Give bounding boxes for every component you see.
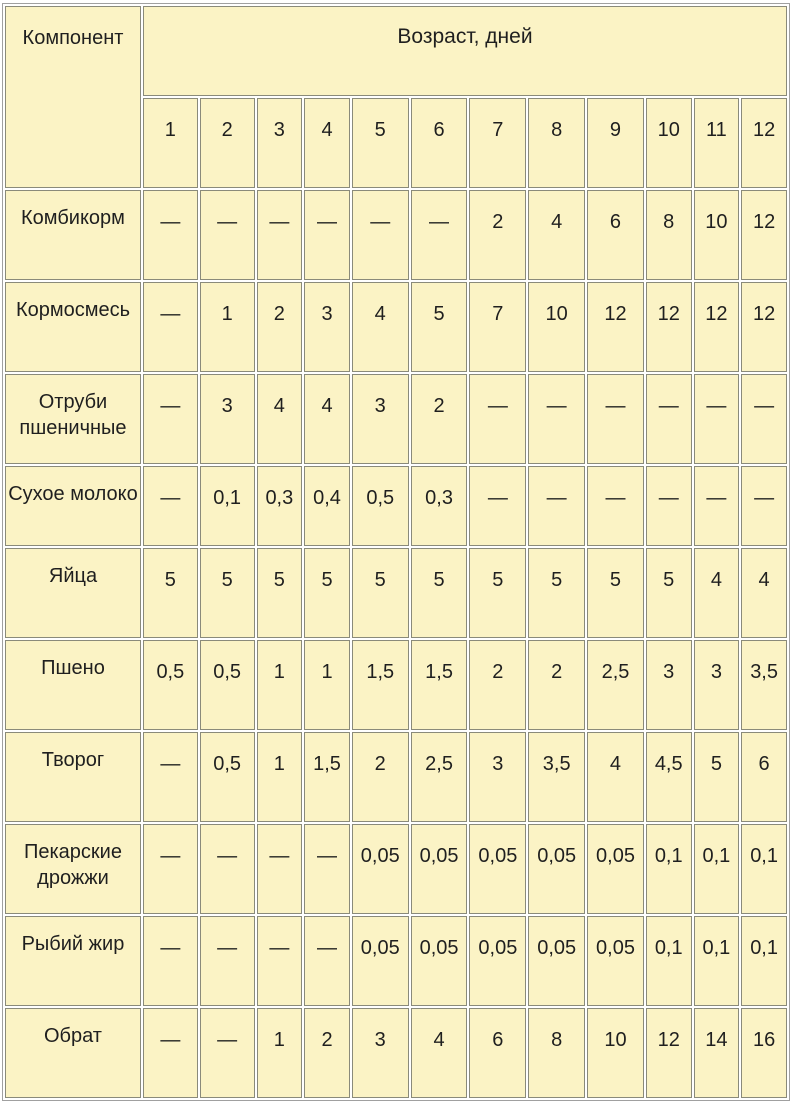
value-cell: 4 bbox=[741, 548, 787, 638]
value-cell: — bbox=[257, 824, 303, 914]
value-cell: — bbox=[411, 190, 468, 280]
value-cell: 10 bbox=[694, 190, 740, 280]
value-cell: 2,5 bbox=[411, 732, 468, 822]
value-cell: 0,5 bbox=[200, 640, 255, 730]
value-cell: 2 bbox=[469, 640, 526, 730]
value-cell: — bbox=[143, 374, 198, 464]
value-cell: 0,05 bbox=[411, 916, 468, 1006]
table-row bbox=[5, 374, 787, 464]
day-header-cell: 10 bbox=[646, 98, 692, 188]
day-header-cell: 5 bbox=[352, 98, 409, 188]
value-cell: 16 bbox=[741, 1008, 787, 1098]
component-name-cell: Отруби пшеничные bbox=[5, 374, 141, 464]
value-cell: 3 bbox=[694, 640, 740, 730]
value-cell: 0,1 bbox=[646, 824, 692, 914]
value-cell: 6 bbox=[469, 1008, 526, 1098]
value-cell: — bbox=[304, 190, 350, 280]
day-header-cell: 8 bbox=[528, 98, 585, 188]
value-cell: 0,3 bbox=[257, 466, 303, 546]
value-cell: — bbox=[741, 374, 787, 464]
value-cell: 3 bbox=[352, 1008, 409, 1098]
value-cell: — bbox=[304, 916, 350, 1006]
component-name-cell: Пшено bbox=[5, 640, 141, 730]
value-cell: 4 bbox=[352, 282, 409, 372]
value-cell: — bbox=[587, 374, 644, 464]
day-header-cell: 6 bbox=[411, 98, 468, 188]
value-cell: 0,5 bbox=[143, 640, 198, 730]
value-cell: 5 bbox=[411, 548, 468, 638]
value-cell: 6 bbox=[741, 732, 787, 822]
value-cell: 8 bbox=[646, 190, 692, 280]
value-cell: — bbox=[200, 190, 255, 280]
value-cell: — bbox=[143, 282, 198, 372]
value-cell: 12 bbox=[741, 282, 787, 372]
component-name-cell: Комбикорм bbox=[5, 190, 141, 280]
value-cell: 5 bbox=[304, 548, 350, 638]
value-cell: 0,05 bbox=[587, 824, 644, 914]
component-name-cell: Сухое молоко bbox=[5, 466, 141, 546]
value-cell: 0,5 bbox=[200, 732, 255, 822]
value-cell: — bbox=[143, 190, 198, 280]
value-cell: 0,1 bbox=[694, 824, 740, 914]
table-row bbox=[5, 190, 787, 280]
value-cell: 8 bbox=[528, 1008, 585, 1098]
value-cell: 1,5 bbox=[304, 732, 350, 822]
value-cell: 5 bbox=[587, 548, 644, 638]
value-cell: — bbox=[646, 374, 692, 464]
value-cell: — bbox=[200, 1008, 255, 1098]
value-cell: 0,05 bbox=[352, 916, 409, 1006]
component-header: Компонент bbox=[5, 6, 141, 188]
value-cell: — bbox=[469, 374, 526, 464]
value-cell: — bbox=[143, 1008, 198, 1098]
day-header-cell: 3 bbox=[257, 98, 303, 188]
value-cell: 2 bbox=[257, 282, 303, 372]
value-cell: 12 bbox=[646, 1008, 692, 1098]
component-name-cell: Обрат bbox=[5, 1008, 141, 1098]
value-cell: — bbox=[528, 466, 585, 546]
value-cell: — bbox=[143, 916, 198, 1006]
value-cell: 0,1 bbox=[741, 916, 787, 1006]
value-cell: 0,1 bbox=[694, 916, 740, 1006]
value-cell: 3 bbox=[469, 732, 526, 822]
age-header: Возраст, дней bbox=[143, 6, 787, 96]
component-name-cell: Рыбий жир bbox=[5, 916, 141, 1006]
value-cell: 0,5 bbox=[352, 466, 409, 546]
value-cell: 5 bbox=[257, 548, 303, 638]
value-cell: 3,5 bbox=[528, 732, 585, 822]
value-cell: 6 bbox=[587, 190, 644, 280]
value-cell: 4 bbox=[528, 190, 585, 280]
value-cell: 5 bbox=[411, 282, 468, 372]
value-cell: 4 bbox=[304, 374, 350, 464]
value-cell: 12 bbox=[741, 190, 787, 280]
table-row bbox=[5, 824, 787, 914]
table-row bbox=[5, 548, 787, 638]
day-header-cell: 1 bbox=[143, 98, 198, 188]
value-cell: 1 bbox=[257, 1008, 303, 1098]
day-header-cell: 12 bbox=[741, 98, 787, 188]
table-row bbox=[5, 1008, 787, 1098]
day-header-cell: 4 bbox=[304, 98, 350, 188]
component-name-cell: Яйца bbox=[5, 548, 141, 638]
value-cell: 1 bbox=[200, 282, 255, 372]
value-cell: 0,1 bbox=[200, 466, 255, 546]
value-cell: 5 bbox=[528, 548, 585, 638]
value-cell: 3 bbox=[352, 374, 409, 464]
value-cell: — bbox=[587, 466, 644, 546]
value-cell: 2 bbox=[304, 1008, 350, 1098]
value-cell: — bbox=[741, 466, 787, 546]
day-header-cell: 11 bbox=[694, 98, 740, 188]
value-cell: 3 bbox=[304, 282, 350, 372]
value-cell: 0,05 bbox=[352, 824, 409, 914]
value-cell: — bbox=[469, 466, 526, 546]
value-cell: 1 bbox=[257, 732, 303, 822]
value-cell: 2,5 bbox=[587, 640, 644, 730]
value-cell: 5 bbox=[694, 732, 740, 822]
value-cell: 5 bbox=[200, 548, 255, 638]
table-row bbox=[5, 282, 787, 372]
value-cell: 12 bbox=[646, 282, 692, 372]
value-cell: 0,3 bbox=[411, 466, 468, 546]
value-cell: 5 bbox=[469, 548, 526, 638]
value-cell: 5 bbox=[646, 548, 692, 638]
table-row bbox=[5, 732, 787, 822]
value-cell: 3 bbox=[646, 640, 692, 730]
value-cell: 10 bbox=[587, 1008, 644, 1098]
component-name-cell: Кормосмесь bbox=[5, 282, 141, 372]
value-cell: — bbox=[646, 466, 692, 546]
value-cell: 1,5 bbox=[411, 640, 468, 730]
day-header-cell: 9 bbox=[587, 98, 644, 188]
value-cell: — bbox=[257, 190, 303, 280]
value-cell: — bbox=[528, 374, 585, 464]
table-body bbox=[5, 190, 787, 1098]
value-cell: 0,1 bbox=[741, 824, 787, 914]
value-cell: 0,05 bbox=[528, 824, 585, 914]
value-cell: 1,5 bbox=[352, 640, 409, 730]
value-cell: — bbox=[143, 732, 198, 822]
value-cell: 4 bbox=[694, 548, 740, 638]
value-cell: 12 bbox=[587, 282, 644, 372]
value-cell: 0,05 bbox=[469, 824, 526, 914]
value-cell: 10 bbox=[528, 282, 585, 372]
value-cell: 3,5 bbox=[741, 640, 787, 730]
value-cell: 12 bbox=[694, 282, 740, 372]
value-cell: — bbox=[694, 466, 740, 546]
table-row bbox=[5, 466, 787, 546]
value-cell: 5 bbox=[143, 548, 198, 638]
value-cell: — bbox=[200, 824, 255, 914]
value-cell: 4,5 bbox=[646, 732, 692, 822]
value-cell: — bbox=[143, 824, 198, 914]
value-cell: — bbox=[200, 916, 255, 1006]
value-cell: 2 bbox=[528, 640, 585, 730]
value-cell: 4 bbox=[411, 1008, 468, 1098]
component-name-cell: Пекарские дрожжи bbox=[5, 824, 141, 914]
value-cell: 1 bbox=[304, 640, 350, 730]
value-cell: — bbox=[694, 374, 740, 464]
value-cell: 2 bbox=[469, 190, 526, 280]
value-cell: 0,05 bbox=[528, 916, 585, 1006]
value-cell: — bbox=[304, 824, 350, 914]
feed-table bbox=[2, 3, 790, 1101]
component-name-cell: Творог bbox=[5, 732, 141, 822]
value-cell: 2 bbox=[411, 374, 468, 464]
value-cell: — bbox=[352, 190, 409, 280]
value-cell: 1 bbox=[257, 640, 303, 730]
value-cell: 4 bbox=[257, 374, 303, 464]
value-cell: 0,05 bbox=[411, 824, 468, 914]
value-cell: 0,1 bbox=[646, 916, 692, 1006]
value-cell: — bbox=[143, 466, 198, 546]
day-header-cell: 2 bbox=[200, 98, 255, 188]
value-cell: 0,05 bbox=[587, 916, 644, 1006]
day-header-cell: 7 bbox=[469, 98, 526, 188]
value-cell: 0,4 bbox=[304, 466, 350, 546]
value-cell: — bbox=[257, 916, 303, 1006]
table-row bbox=[5, 916, 787, 1006]
value-cell: 3 bbox=[200, 374, 255, 464]
table-row bbox=[5, 640, 787, 730]
value-cell: 14 bbox=[694, 1008, 740, 1098]
value-cell: 7 bbox=[469, 282, 526, 372]
value-cell: 2 bbox=[352, 732, 409, 822]
value-cell: 4 bbox=[587, 732, 644, 822]
value-cell: 5 bbox=[352, 548, 409, 638]
value-cell: 0,05 bbox=[469, 916, 526, 1006]
